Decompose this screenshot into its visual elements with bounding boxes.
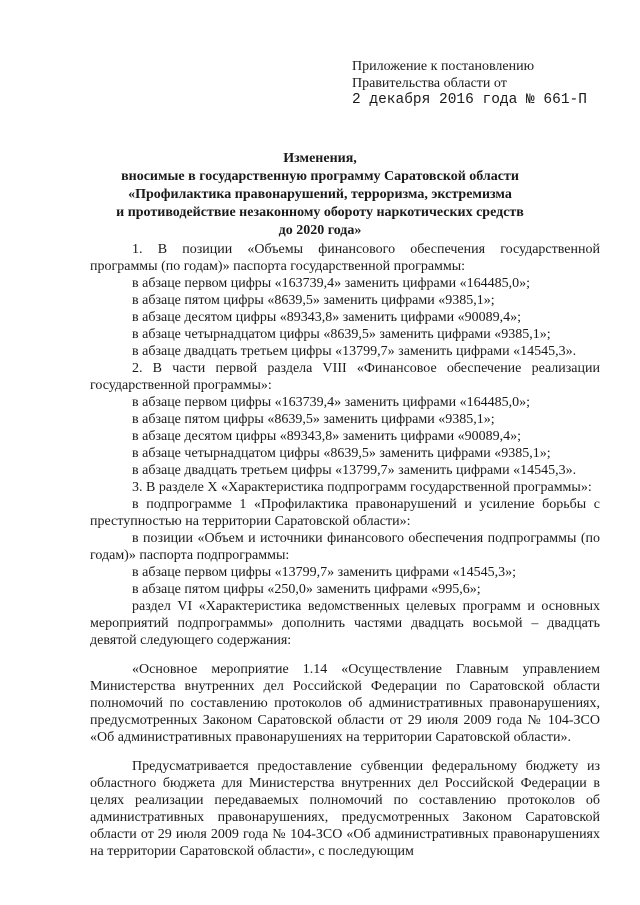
paragraph-1-item-4: в абзаце четырнадцатом цифры «8639,5» заменить цифрами «9385,1»; <box>132 327 551 342</box>
paragraph-3: 3. В разделе X «Характеристика подпрограмм государственной программы»: <box>132 480 592 495</box>
paragraph-1: 1. В позиции «Объемы финансового обеспечения государственной программы (по годам)» паспорта государственной программы: <box>90 242 600 274</box>
paragraph-2: 2. В части первой раздела VIII «Финансовое обеспечение реализации государственной программы»: <box>90 361 600 393</box>
paragraph-3-item-1: в подпрограмме 1 «Профилактика правонарушений и усиление борьбы с преступностью на территории Саратовской области»: <box>90 497 600 529</box>
paragraph-5: Предусматривается предоставление субвенции федеральному бюджету из областного бюджета для Министерства внутренних дел Российской Федерации в целях реализации передаваемых полномочий по составлению протоколов об административных правонарушениях, предусмотренных Законом Саратовской области от 29 июля 2009 года № 104-ЗСО «Об административных правонарушениях на территории Саратовской области», с последующим <box>90 759 600 859</box>
paragraph-1-item-5: в абзаце двадцать третьем цифры «13799,7» заменить цифрами «14545,3». <box>132 344 577 359</box>
paragraph-3-item-3: в абзаце первом цифры «13799,7» заменить цифрами «14545,3»; <box>132 565 516 580</box>
title-line-4: и противодействие незаконному обороту наркотических средств <box>116 205 524 220</box>
paragraph-3-item-5: раздел VI «Характеристика ведомственных целевых программ и основных мероприятий подпрограммы» дополнить частями двадцать восьмой – двадцать девятой следующего содержания: <box>90 599 600 648</box>
paragraph-3-item-2: в позиции «Объем и источники финансового обеспечения подпрограммы (по годам)» паспорта подпрограммы: <box>90 531 600 563</box>
appendix-date-stamp: 2 декабря 2016 года № 661-П <box>352 92 587 108</box>
document-body <box>90 241 600 860</box>
paragraph-2-item-4: в абзаце четырнадцатом цифры «8639,5» заменить цифрами «9385,1»; <box>132 446 551 461</box>
paragraph-2-item-1: в абзаце первом цифры «163739,4» заменить цифрами «164485,0»; <box>132 395 530 410</box>
paragraph-1-item-3: в абзаце десятом цифры «89343,8» заменить цифрами «90089,4»; <box>132 310 522 325</box>
paragraph-2-item-3: в абзаце десятом цифры «89343,8» заменить цифрами «90089,4»; <box>132 429 522 444</box>
paragraph-4: «Основное мероприятие 1.14 «Осуществление Главным управлением Министерства внутренних дел Российской Федерации по Саратовской области полномочий по составлению протоколов об административных правонарушениях, предусмотренных Законом Саратовской области от 29 июля 2009 года № 104-ЗСО «Об административных правонарушениях на территории Саратовской области». <box>90 662 600 745</box>
paragraph-1-item-2: в абзаце пятом цифры «8639,5» заменить цифрами «9385,1»; <box>132 293 495 308</box>
paragraph-3-item-4: в абзаце пятом цифры «250,0» заменить цифрами «995,6»; <box>132 582 481 597</box>
appendix-header <box>352 58 622 109</box>
appendix-line-1: Приложение к постановлению <box>352 59 535 74</box>
title-line-1: Изменения, <box>283 151 357 166</box>
paragraph-2-item-5: в абзаце двадцать третьем цифры «13799,7» заменить цифрами «14545,3». <box>132 463 577 478</box>
appendix-line-2: Правительства области от <box>352 76 507 91</box>
title-line-3: «Профилактика правонарушений, терроризма, экстремизма <box>128 187 512 202</box>
paragraph-2-item-2: в абзаце пятом цифры «8639,5» заменить цифрами «9385,1»; <box>132 412 495 427</box>
paragraph-1-item-1: в абзаце первом цифры «163739,4» заменить цифрами «164485,0»; <box>132 276 530 291</box>
title-line-2: вносимые в государственную программу Саратовской области <box>121 169 519 184</box>
title-line-5: до 2020 года» <box>278 223 362 238</box>
document-title <box>96 150 544 240</box>
